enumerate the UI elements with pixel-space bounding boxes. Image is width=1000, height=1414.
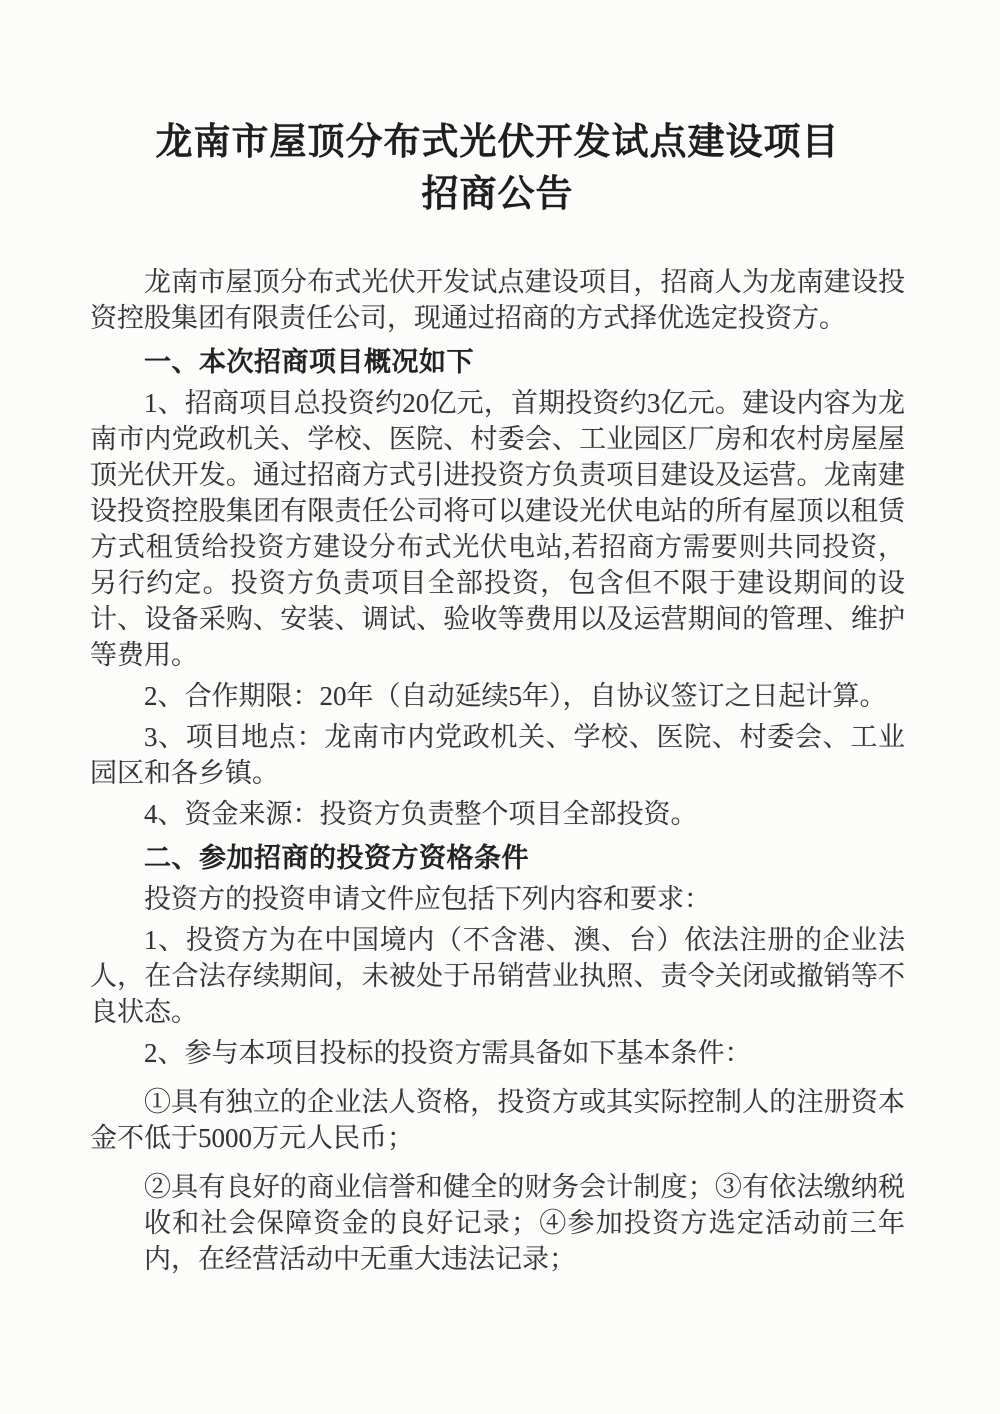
document-title	[90, 116, 905, 220]
document-body	[90, 264, 905, 1277]
paragraph-requirement-1: 1、投资方为在中国境内（不含港、澳、台）依法注册的企业法人，在合法存续期间，未被处于吊销营业执照、责令关闭或撤销等不良状态。	[90, 925, 905, 1027]
paragraph-intro: 龙南市屋顶分布式光伏开发试点建设项目，招商人为龙南建设投资控股集团有限责任公司，现通过招商的方式择优选定投资方。	[90, 267, 905, 333]
document-title-line-1: 龙南市屋顶分布式光伏开发试点建设项目	[155, 121, 840, 162]
paragraph-condition-2: ②具有良好的商业信誉和健全的财务会计制度；③有依法缴纳税收和社会保障资金的良好记录；④参加投资方选定活动前三年内，在经营活动中无重大违法记录；	[144, 1172, 905, 1274]
section-heading-2: 二、参加招商的投资方资格条件	[144, 843, 529, 873]
paragraph-condition-1: ①具有独立的企业法人资格，投资方或其实际控制人的注册资本金不低于5000万元人民币；	[90, 1087, 905, 1153]
paragraph-item-2: 2、合作期限：20年（自动延续5年），自协议签订之日起计算。	[144, 681, 887, 711]
section-heading-1: 一、本次招商项目概况如下	[144, 347, 474, 377]
paragraph-item-4: 4、资金来源：投资方负责整个项目全部投资。	[144, 799, 698, 829]
paragraph-item-1: 1、招商项目总投资约20亿元，首期投资约3亿元。建设内容为龙南市内党政机关、学校、医院、村委会、工业园区厂房和农村房屋屋顶光伏开发。通过招商方式引进投资方负责项目建设及运营。龙南建设投资控股集团有限责任公司将可以建设光伏电站的所有屋顶以租赁方式租赁给投资方建设分布式光伏电站,若招商方需要则共同投资，另行约定。投资方负责项目全部投资，包含但不限于建设期间的设计、设备采购、安装、调试、验收等费用以及运营期间的管理、维护等费用。	[90, 388, 905, 670]
paragraph-requirement-2: 2、参与本项目投标的投资方需具备如下基本条件：	[144, 1038, 752, 1068]
paragraph-requirements-intro: 投资方的投资申请文件应包括下列内容和要求：	[144, 884, 711, 914]
document-title-line-2: 招商公告	[421, 173, 574, 214]
paragraph-item-3: 3、项目地点：龙南市内党政机关、学校、医院、村委会、工业园区和各乡镇。	[90, 722, 905, 788]
